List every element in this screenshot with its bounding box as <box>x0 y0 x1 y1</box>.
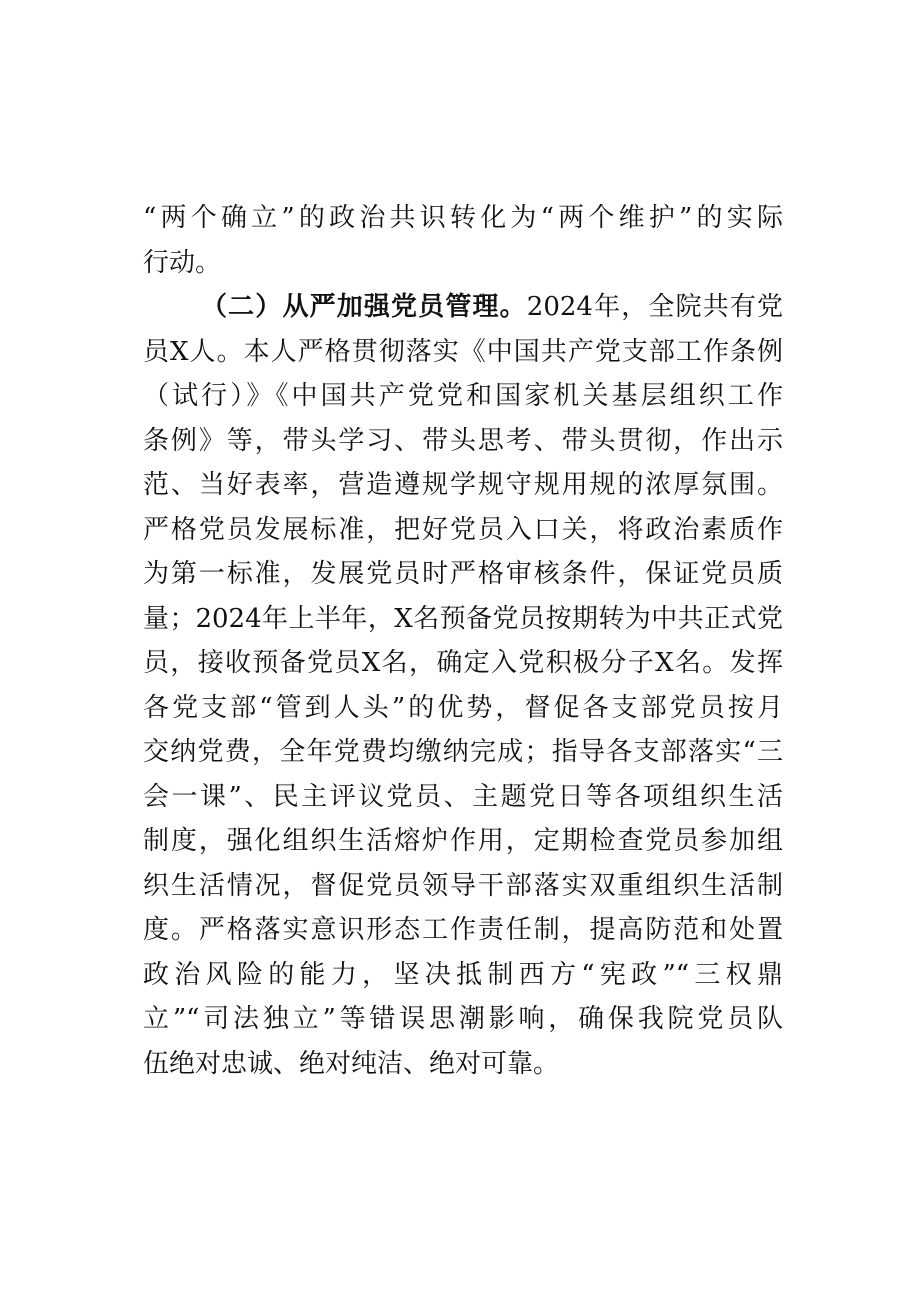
paragraph-line: 范、当好表率，营造遵规学规守规用规的浓厚氛围。 <box>143 470 783 500</box>
paragraph-line: 织生活情况，督促党员领导干部落实双重组织生活制 <box>143 870 783 901</box>
paragraph-line: 员X人。本人严格贯彻落实《中国共产党支部工作条例 <box>143 336 783 367</box>
paragraph-line: （试行）》《中国共产党党和国家机关基层组织工作 <box>143 381 783 411</box>
section-first-line-text: 2024年，全院共有党 <box>526 292 783 322</box>
paragraph-line: 伍绝对忠诚、绝对纯洁、绝对可靠。 <box>143 1048 560 1079</box>
paragraph-line: 度。严格落实意识形态工作责任制，提高防范和处置 <box>143 915 783 945</box>
paragraph-line: “两个确立”的政治共识转化为“两个维护”的实际 <box>143 203 783 233</box>
paragraph-line: 立”“司法独立”等错误思潮影响，确保我院党员队 <box>143 1004 783 1034</box>
paragraph-line: 行动。 <box>143 247 222 278</box>
paragraph-line: 制度，强化组织生活熔炉作用，定期检查党员参加组 <box>143 826 783 856</box>
paragraph-line: 严格党员发展标准，把好党员入口关，将政治素质作 <box>143 514 783 545</box>
paragraph-line: 政治风险的能力，坚决抵制西方“宪政”“三权鼎 <box>143 959 783 990</box>
body-text <box>143 196 783 1086</box>
section-first-line <box>143 285 783 330</box>
paragraph-line: 各党支部“管到人头”的优势，督促各支部党员按月 <box>143 692 783 723</box>
paragraph-line: 量；2024年上半年，X名预备党员按期转为中共正式党 <box>143 603 783 634</box>
paragraph-line: 会一课”、民主评议党员、主题党日等各项组织生活 <box>143 781 783 812</box>
section-heading: （二）从严加强党员管理。 <box>201 292 527 322</box>
paragraph-line: 员，接收预备党员X名，确定入党积极分子X名。发挥 <box>143 648 783 678</box>
paragraph-line: 条例》等，带头学习、带头思考、带头贯彻，作出示 <box>143 425 783 456</box>
paragraph-line: 交纳党费，全年党费均缴纳完成；指导各支部落实“三 <box>143 737 783 767</box>
paragraph-line: 为第一标准，发展党员时严格审核条件，保证党员质 <box>143 559 783 589</box>
